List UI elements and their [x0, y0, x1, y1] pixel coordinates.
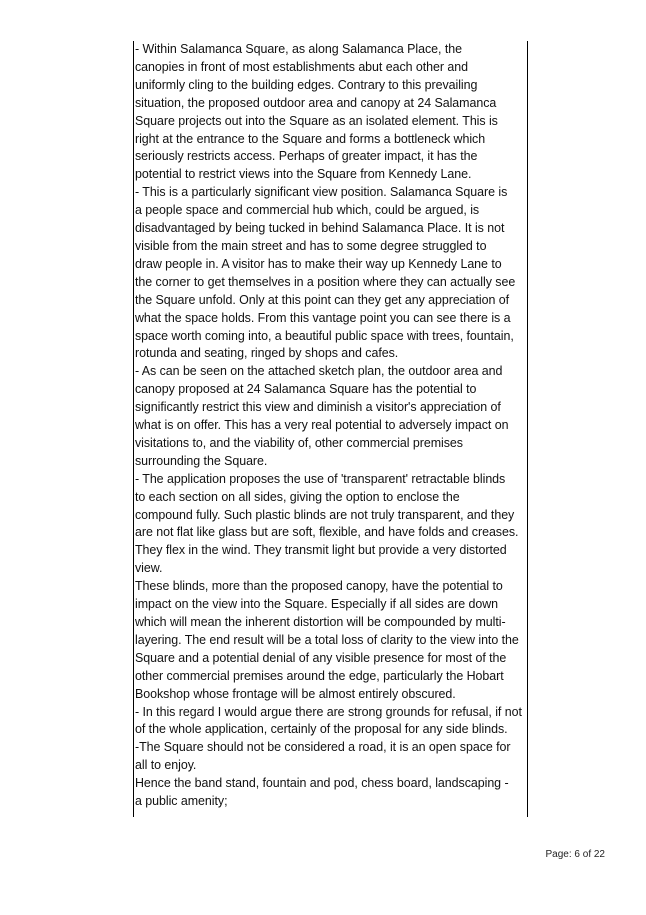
paragraph-sketch-plan: - As can be seen on the attached sketch plan, the outdoor area and canopy proposed at 24 Salamanca Square has the potential to significantly restrict this view and diminish a visitor's appreciation of what is on offer. This has a very real potential to adversely impact on visitations to, and the viability of, other commercial premises surrounding the Square. — [135, 364, 509, 468]
paragraph-public-amenity: Hence the band stand, fountain and pod, chess board, landscaping - a public amenity; — [135, 776, 509, 809]
document-text-box — [133, 41, 528, 817]
paragraph-blinds-impact: These blinds, more than the proposed canopy, have the potential to impact on the view into the Square. Especially if all sides are down which will mean the inherent distortion will be compounded by multi- layering. The end result will be a total loss of clarity to the view into the Square and a potential denial of any visible presence for most of the other commercial premises around the edge, particularly the Hobart Bookshop whose frontage will be almost entirely obscured. — [135, 579, 519, 701]
paragraph-transparent-blinds: - The application proposes the use of 'transparent' retractable blinds to each section on all sides, giving the option to enclose the compound fully. Such plastic blinds are not truly transparent, and they are not flat like glass but are soft, flexible, and have folds and creases. They flex in the wind. They transmit light but provide a very distorted view. — [135, 471, 519, 576]
page-number: Page: 6 of 22 — [545, 849, 605, 860]
paragraph-canopies: - Within Salamanca Square, as along Salamanca Place, the canopies in front of most establishments abut each other and uniformly cling to the building edges. Contrary to this prevailing situation, the proposed outdoor area and canopy at 24 Salamanca Square projects out into the Square as an isolated element. This is right at the entrance to the Square and forms a bottleneck which seriously restricts access. Perhaps of greater impact, it has the potential to restrict views into the Square from Kennedy Lane. — [135, 42, 498, 182]
paragraph-open-space: -The Square should not be considered a road, it is an open space for all to enjoy. — [135, 740, 511, 773]
paragraph-grounds-for-refusal: - In this regard I would argue there are strong grounds for refusal, if not of the whole application, certainly of the proposal for any side blinds. — [135, 704, 522, 737]
paragraph-view-position: - This is a particularly significant view position. Salamanca Square is a people space and commercial hub which, could be argued, is disadvantaged by being tucked in behind Salamanca Place. It is not visible from the main street and has to some degree struggled to draw people in. A visitor has to make their way up Kennedy Lane to the corner to get themselves in a position where they can actually see the Square unfold. Only at this point can they get any appreciation of what the space holds. From this vantage point you can see there is a space worth coming into, a beautiful public space with trees, fountain, rotunda and seating, ringed by shops and cafes. — [135, 185, 516, 361]
